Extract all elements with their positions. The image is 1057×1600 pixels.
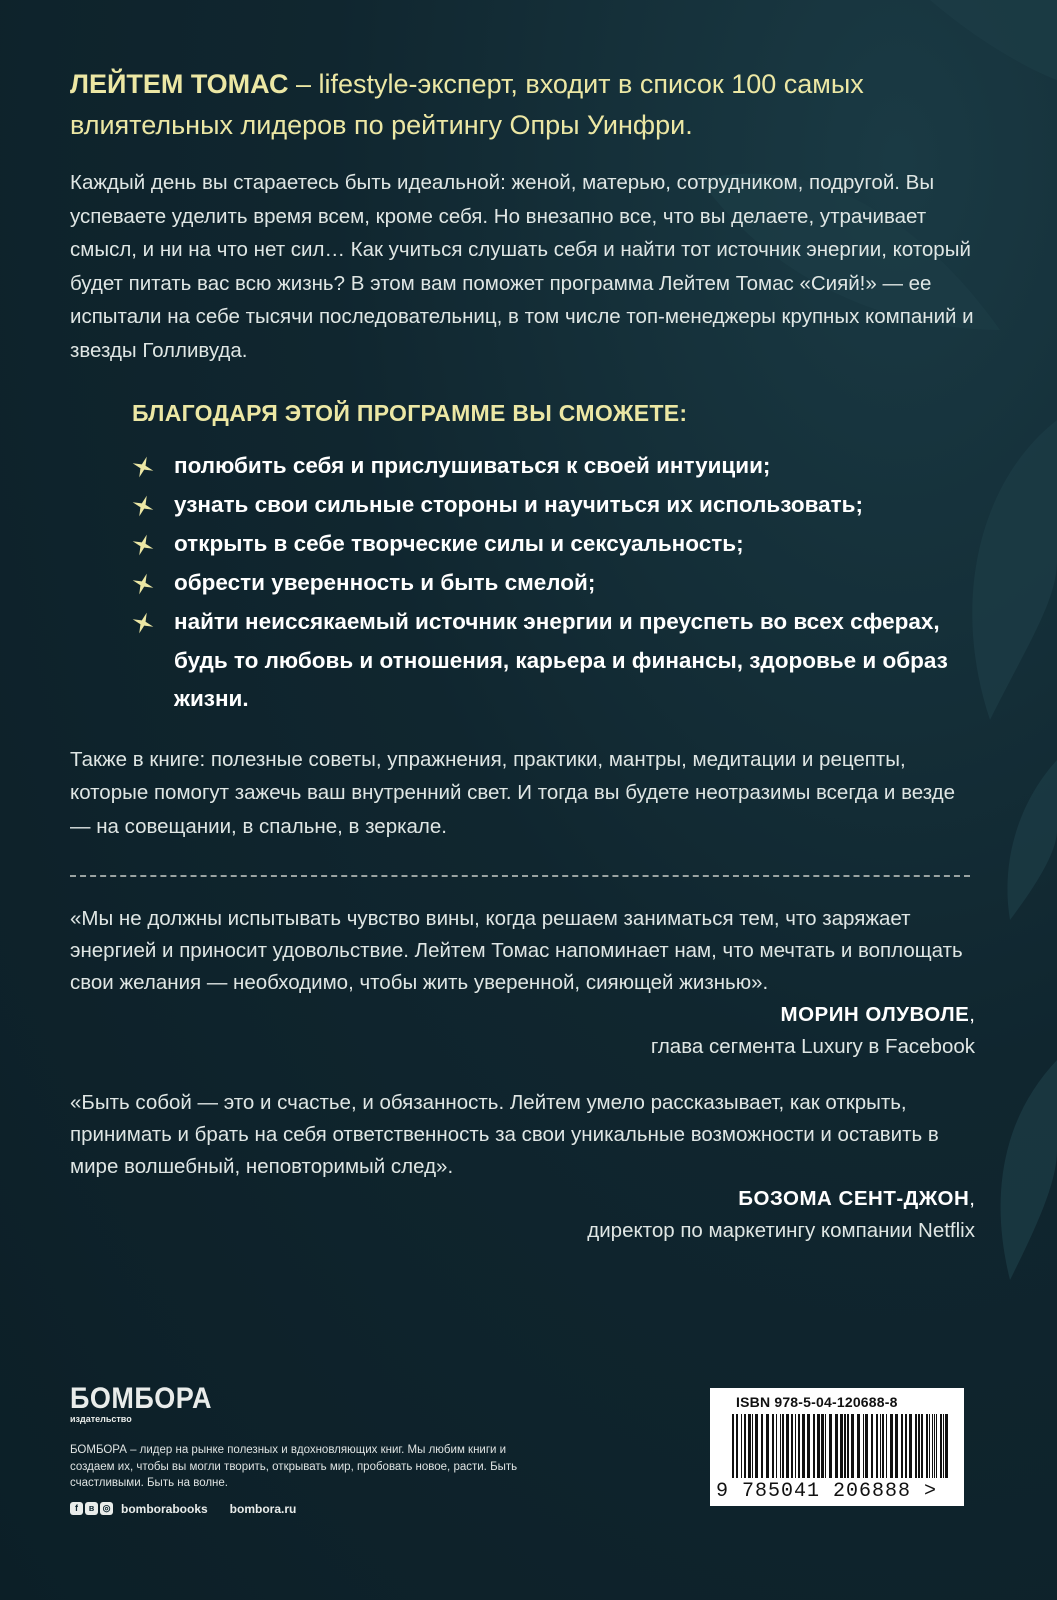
barcode-bar — [890, 1414, 893, 1478]
social-handle[interactable]: bomborabooks — [121, 1501, 208, 1516]
barcode-bar — [847, 1414, 849, 1478]
sparkle-icon — [132, 495, 154, 517]
barcode-bar — [934, 1414, 935, 1478]
benefit-item — [70, 564, 975, 603]
quote-author: МОРИН ОЛУВОЛЕ, — [780, 1003, 975, 1026]
barcode-bar — [791, 1414, 793, 1478]
benefit-item — [70, 603, 975, 719]
benefit-item — [70, 486, 975, 525]
isbn-barcode-number: 9 785041 206888 > — [716, 1480, 938, 1503]
barcode — [720, 1414, 956, 1480]
barcode-bar — [795, 1414, 796, 1478]
barcode-bar — [921, 1414, 923, 1478]
barcode-bar — [918, 1414, 920, 1478]
barcode-bar — [786, 1414, 789, 1478]
dashed-divider — [70, 875, 970, 877]
barcode-bar — [772, 1414, 774, 1478]
barcode-bar — [909, 1414, 912, 1478]
barcode-bar — [817, 1414, 820, 1478]
instagram-icon[interactable]: ◎ — [100, 1502, 113, 1515]
benefits-title: БЛАГОДАРЯ ЭТОЙ ПРОГРАММЕ ВЫ СМОЖЕТЕ: — [132, 400, 688, 426]
quote-author-name: БОЗОМА СЕНТ-ДЖОН — [738, 1187, 970, 1210]
isbn-barcode-box — [710, 1388, 964, 1506]
barcode-bar — [802, 1414, 805, 1478]
author-intro — [70, 64, 975, 146]
quote-author: БОЗОМА СЕНТ-ДЖОН, — [738, 1187, 975, 1210]
author-intro-text: – lifestyle-эксперт, входит в список 100 самых влиятельных лидеров по рейтингу Опры Уинфри. — [70, 69, 864, 140]
main-content — [70, 64, 975, 1247]
barcode-bar — [882, 1414, 884, 1478]
barcode-bar — [813, 1414, 815, 1478]
barcode-bar — [748, 1414, 751, 1478]
barcode-bar — [945, 1414, 948, 1478]
barcode-bar — [932, 1414, 933, 1478]
isbn-label: ISBN 978-5-04-120688-8 — [736, 1394, 898, 1410]
benefit-text: полюбить себя и прислушиваться к своей интуиции; — [174, 453, 771, 478]
barcode-bar — [880, 1414, 881, 1478]
publisher-logo: БОМБОРА — [70, 1381, 212, 1415]
website-link[interactable]: bombora.ru — [229, 1501, 297, 1516]
benefits-list — [70, 447, 975, 719]
barcode-bar — [821, 1414, 824, 1478]
also-paragraph: Также в книге: полезные советы, упражнения, практики, мантры, медитации и рецепты, которые помогут зажечь ваш внутренний свет. И тогда вы будете неотразимы всегда и везде — на совещании, в спальне, в зеркале. — [70, 747, 956, 838]
vk-icon[interactable]: в — [85, 1502, 98, 1515]
barcode-bar — [926, 1414, 928, 1478]
benefit-text: обрести уверенность и быть смелой; — [174, 570, 596, 595]
barcode-bar — [825, 1414, 826, 1478]
barcode-bar — [895, 1414, 898, 1478]
barcode-bar — [835, 1414, 838, 1478]
benefit-item — [70, 447, 975, 486]
barcode-bar — [871, 1414, 873, 1478]
barcode-bar — [782, 1414, 784, 1478]
barcode-bar — [915, 1414, 917, 1478]
barcode-bar — [776, 1414, 777, 1478]
facebook-icon[interactable]: f — [70, 1502, 83, 1515]
barcode-bar — [752, 1414, 753, 1478]
barcode-bar — [766, 1414, 769, 1478]
barcode-bar — [755, 1414, 758, 1478]
barcode-bar — [905, 1414, 907, 1478]
barcode-bar — [741, 1414, 742, 1478]
barcode-bar — [844, 1414, 846, 1478]
publisher-block — [70, 1381, 530, 1516]
publisher-description: БОМБОРА – лидер на рынке полезных и вдохновляющих книг. Мы любим книги и создаем их, чтобы вы могли творить, открывать мир, пробовать новое, расти. Быть счастливыми. Быть на волне. — [70, 1444, 518, 1489]
barcode-bar — [780, 1414, 781, 1478]
barcode-bar — [829, 1414, 832, 1478]
barcode-bar — [936, 1414, 937, 1478]
barcode-bar — [798, 1414, 800, 1478]
quote-author-role: глава сегмента Luxury в Facebook — [650, 1035, 975, 1058]
barcode-bar — [736, 1414, 738, 1478]
description-paragraph: Каждый день вы стараетесь быть идеальной: женой, матерью, сотрудником, подругой. Вы успеваете уделить время всем, кроме себя. Но внезапно все, что вы делаете, утрачивает смысл, и ни на что нет сил… Как учиться слушать себя и найти тот источник энергии, который будет питать вас всю жизнь? В этом вам поможет программа Лейтем Томас «Сияй!» — ее испытали на себе тысячи последовательниц, в том числе топ-менеджеры крупных компаний и звезды Голливуда. — [70, 171, 974, 362]
barcode-bar — [732, 1414, 734, 1478]
barcode-bar — [943, 1414, 944, 1478]
author-name: ЛЕЙТЕМ ТОМАС — [70, 69, 289, 99]
benefit-text: узнать свои сильные стороны и научиться их использовать; — [174, 492, 863, 517]
quote-author-role: директор по маркетингу компании Netflix — [587, 1219, 975, 1242]
barcode-bar — [863, 1414, 864, 1478]
sparkle-icon — [132, 612, 154, 634]
barcode-bar — [865, 1414, 868, 1478]
quote-author-name: МОРИН ОЛУВОЛЕ — [780, 1003, 970, 1026]
sparkle-icon — [132, 456, 154, 478]
barcode-bar — [886, 1414, 887, 1478]
quote-text: «Мы не должны испытывать чувство вины, когда решаем заниматься тем, что заряжает энергией и приносит удовольствие. Лейтем Томас напоминает нам, что мечтать и воплощать свои желания — необходимо, чтобы жить уверенной, сияющей жизнью». — [70, 907, 963, 994]
quote-text: «Быть собой — это и счастье, и обязанность. Лейтем умело рассказывает, как открыть, принимать и брать на себя ответственность за свои уникальные возможности и оставить в мире волшебный, неповторимый след». — [70, 1091, 939, 1178]
barcode-bar — [857, 1414, 860, 1478]
benefit-item — [70, 525, 975, 564]
barcode-bar — [840, 1414, 843, 1478]
benefit-text: найти неиссякаемый источник энергии и преуспеть во всех сферах, будь то любовь и отношения, карьера и финансы, здоровье и образ жизни. — [174, 609, 948, 711]
barcode-bar — [744, 1414, 746, 1478]
barcode-bar — [901, 1414, 903, 1478]
barcode-bar — [851, 1414, 854, 1478]
publisher-subtitle: издательство — [70, 1414, 132, 1424]
barcode-bar — [761, 1414, 763, 1478]
barcode-bar — [876, 1414, 878, 1478]
benefit-text: открыть в себе творческие силы и сексуальность; — [174, 531, 744, 556]
publisher-social — [70, 1502, 530, 1516]
sparkle-icon — [132, 573, 154, 595]
barcode-bar — [807, 1414, 810, 1478]
sparkle-icon — [132, 534, 154, 556]
barcode-bar — [929, 1414, 930, 1478]
barcode-bar — [940, 1414, 942, 1478]
